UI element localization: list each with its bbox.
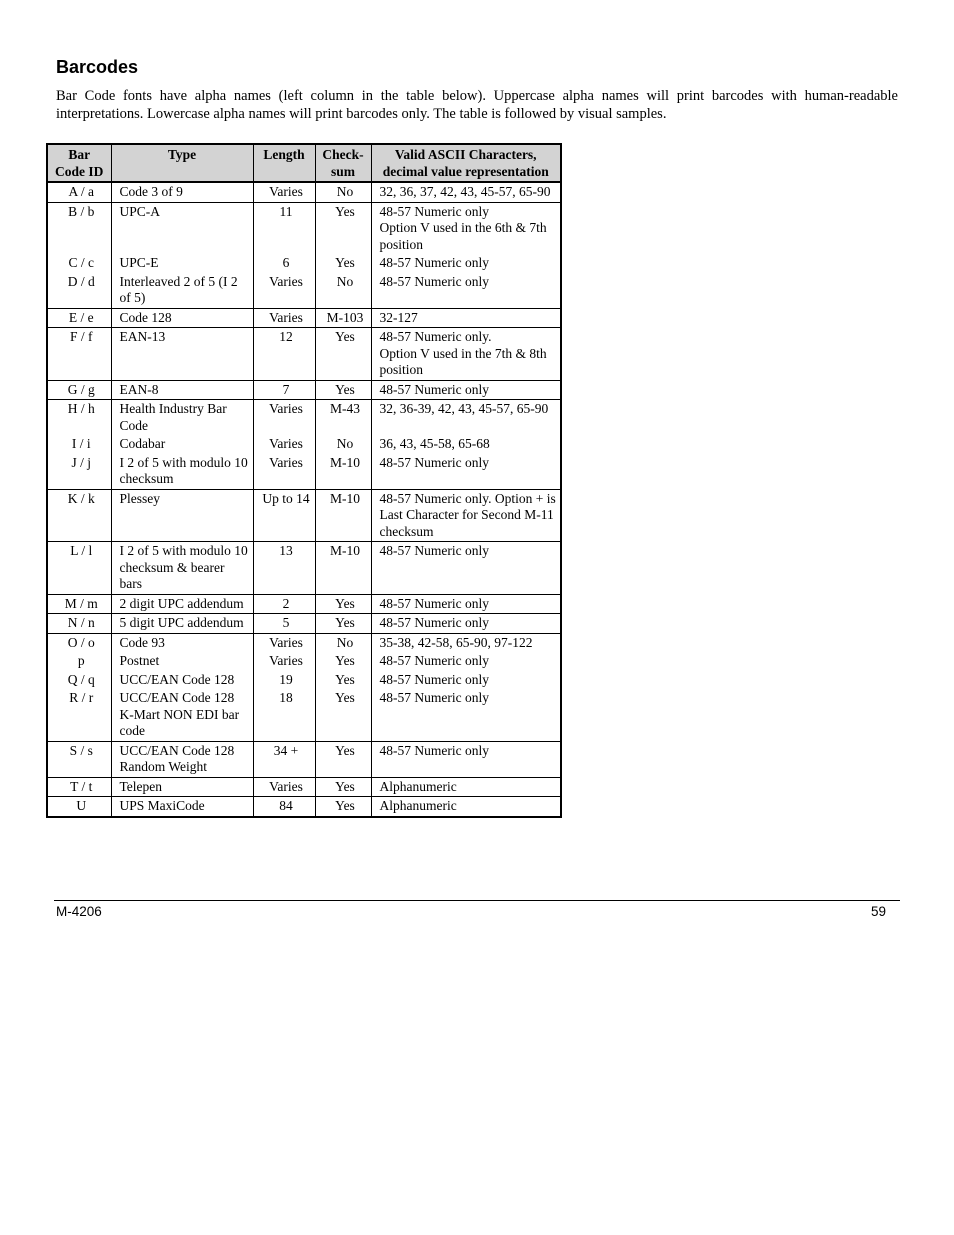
table-row-group <box>47 328 561 381</box>
cell-bar-code-id: Q / q <box>47 671 111 690</box>
cell-valid-chars: 48-57 Numeric only <box>371 652 561 671</box>
cell-type: 5 digit UPC addendum <box>111 614 253 634</box>
cell-checksum: Yes <box>315 652 371 671</box>
table-row-group <box>47 777 561 797</box>
table-row-group <box>47 797 561 817</box>
cell-type: Code 128 <box>111 308 253 328</box>
cell-length: Varies <box>253 633 315 652</box>
cell-valid-chars: 48-57 Numeric only <box>371 689 561 741</box>
cell-length: 18 <box>253 689 315 741</box>
cell-bar-code-id: I / i <box>47 435 111 454</box>
cell-type: I 2 of 5 with modulo 10 checksum & bearer bars <box>111 542 253 595</box>
cell-valid-chars: 48-57 Numeric only <box>371 741 561 777</box>
cell-bar-code-id: A / a <box>47 182 111 202</box>
cell-valid-chars: 48-57 Numeric only <box>371 542 561 595</box>
cell-bar-code-id: M / m <box>47 594 111 614</box>
cell-length: 11 <box>253 202 315 254</box>
cell-checksum: M-10 <box>315 542 371 595</box>
table-row <box>47 273 561 309</box>
cell-length: Varies <box>253 308 315 328</box>
table-header <box>47 144 561 182</box>
table-row <box>47 671 561 690</box>
cell-length: 84 <box>253 797 315 817</box>
cell-valid-chars: 32, 36-39, 42, 43, 45-57, 65-90 <box>371 400 561 436</box>
cell-type: Code 3 of 9 <box>111 182 253 202</box>
cell-type: UCC/EAN Code 128 Random Weight <box>111 741 253 777</box>
cell-bar-code-id: L / l <box>47 542 111 595</box>
cell-type: EAN-13 <box>111 328 253 381</box>
cell-checksum: Yes <box>315 614 371 634</box>
cell-length: Varies <box>253 273 315 309</box>
cell-checksum: Yes <box>315 671 371 690</box>
table-row-group <box>47 594 561 614</box>
table-row-group <box>47 741 561 777</box>
cell-type: UCC/EAN Code 128 <box>111 671 253 690</box>
cell-type: EAN-8 <box>111 380 253 400</box>
cell-length: 13 <box>253 542 315 595</box>
table-row <box>47 328 561 381</box>
cell-bar-code-id: D / d <box>47 273 111 309</box>
section-heading: Barcodes <box>56 57 139 77</box>
header-length: Length <box>253 144 315 182</box>
cell-checksum: Yes <box>315 777 371 797</box>
cell-bar-code-id: C / c <box>47 254 111 273</box>
intro-paragraph: Bar Code fonts have alpha names (left column in the table below). Uppercase alpha names will print barcodes with human-readable interpretations. Lowercase alpha names will print barcodes only. The table is followed by visual samples. <box>56 88 898 122</box>
table-row <box>47 614 561 634</box>
cell-length: 12 <box>253 328 315 381</box>
cell-valid-chars: 48-57 Numeric only <box>371 254 561 273</box>
cell-bar-code-id: R / r <box>47 689 111 741</box>
cell-bar-code-id: B / b <box>47 202 111 254</box>
table-row <box>47 202 561 254</box>
cell-valid-chars: 32-127 <box>371 308 561 328</box>
cell-valid-chars: Alphanumeric <box>371 797 561 817</box>
cell-length: 5 <box>253 614 315 634</box>
header-checksum: Check-sum <box>315 144 371 182</box>
table-row <box>47 400 561 436</box>
cell-type: UCC/EAN Code 128 K-Mart NON EDI bar code <box>111 689 253 741</box>
table-row <box>47 380 561 400</box>
table-row-group <box>47 202 561 308</box>
cell-valid-chars: 48-57 Numeric only. Option V used in the 7th & 8th position <box>371 328 561 381</box>
cell-checksum: Yes <box>315 741 371 777</box>
cell-checksum: No <box>315 273 371 309</box>
cell-checksum: Yes <box>315 689 371 741</box>
header-valid-chars: Valid ASCII Characters, decimal value representation <box>371 144 561 182</box>
cell-bar-code-id: H / h <box>47 400 111 436</box>
cell-bar-code-id: S / s <box>47 741 111 777</box>
cell-checksum: Yes <box>315 594 371 614</box>
cell-bar-code-id: E / e <box>47 308 111 328</box>
cell-valid-chars: 48-57 Numeric only. Option + is Last Character for Second M-11 checksum <box>371 489 561 542</box>
cell-length: Varies <box>253 777 315 797</box>
cell-bar-code-id: T / t <box>47 777 111 797</box>
table-row-group <box>47 308 561 328</box>
cell-checksum: Yes <box>315 202 371 254</box>
table-row-group <box>47 182 561 202</box>
cell-type: Interleaved 2 of 5 (I 2 of 5) <box>111 273 253 309</box>
header-bar-code-id: Bar Code ID <box>47 144 111 182</box>
table-row-group <box>47 380 561 400</box>
cell-type: Telepen <box>111 777 253 797</box>
cell-length: 6 <box>253 254 315 273</box>
table-row <box>47 182 561 202</box>
cell-length: 2 <box>253 594 315 614</box>
cell-length: Varies <box>253 182 315 202</box>
table-row <box>47 542 561 595</box>
cell-checksum: M-43 <box>315 400 371 436</box>
cell-bar-code-id: p <box>47 652 111 671</box>
table-row <box>47 797 561 817</box>
table-row <box>47 254 561 273</box>
footer-rule <box>54 900 900 901</box>
cell-valid-chars: 48-57 Numeric only <box>371 594 561 614</box>
cell-valid-chars: 35-38, 42-58, 65-90, 97-122 <box>371 633 561 652</box>
table-row-group <box>47 633 561 741</box>
cell-type: 2 digit UPC addendum <box>111 594 253 614</box>
cell-valid-chars: 48-57 Numeric only <box>371 614 561 634</box>
table-row <box>47 689 561 741</box>
table-row-group <box>47 542 561 595</box>
cell-type: Postnet <box>111 652 253 671</box>
table-row <box>47 454 561 490</box>
cell-type: Health Industry Bar Code <box>111 400 253 436</box>
table-row <box>47 741 561 777</box>
cell-bar-code-id: K / k <box>47 489 111 542</box>
table-row <box>47 308 561 328</box>
cell-valid-chars: 48-57 Numeric only <box>371 671 561 690</box>
cell-length: Varies <box>253 435 315 454</box>
cell-length: Varies <box>253 652 315 671</box>
table-row <box>47 777 561 797</box>
cell-length: 34 + <box>253 741 315 777</box>
cell-checksum: No <box>315 633 371 652</box>
cell-checksum: No <box>315 435 371 454</box>
cell-type: Codabar <box>111 435 253 454</box>
cell-bar-code-id: F / f <box>47 328 111 381</box>
cell-bar-code-id: N / n <box>47 614 111 634</box>
cell-valid-chars: Alphanumeric <box>371 777 561 797</box>
cell-length: 19 <box>253 671 315 690</box>
header-type: Type <box>111 144 253 182</box>
table-row-group <box>47 614 561 634</box>
table-row <box>47 594 561 614</box>
cell-checksum: Yes <box>315 380 371 400</box>
table-row <box>47 633 561 652</box>
cell-valid-chars: 48-57 Numeric only Option V used in the 6th & 7th position <box>371 202 561 254</box>
table-row <box>47 652 561 671</box>
cell-checksum: Yes <box>315 328 371 381</box>
table-row-group <box>47 400 561 490</box>
cell-bar-code-id: J / j <box>47 454 111 490</box>
table-row <box>47 435 561 454</box>
cell-type: I 2 of 5 with modulo 10 checksum <box>111 454 253 490</box>
cell-type: UPC-E <box>111 254 253 273</box>
cell-checksum: No <box>315 182 371 202</box>
cell-bar-code-id: O / o <box>47 633 111 652</box>
cell-checksum: M-103 <box>315 308 371 328</box>
page-number: 59 <box>870 904 886 919</box>
cell-type: Plessey <box>111 489 253 542</box>
cell-type: Code 93 <box>111 633 253 652</box>
document-number: M-4206 <box>56 904 102 919</box>
cell-type: UPC-A <box>111 202 253 254</box>
cell-length: Varies <box>253 454 315 490</box>
cell-valid-chars: 36, 43, 45-58, 65-68 <box>371 435 561 454</box>
cell-bar-code-id: G / g <box>47 380 111 400</box>
cell-type: UPS MaxiCode <box>111 797 253 817</box>
cell-length: Varies <box>253 400 315 436</box>
cell-valid-chars: 48-57 Numeric only <box>371 454 561 490</box>
cell-length: 7 <box>253 380 315 400</box>
cell-checksum: Yes <box>315 797 371 817</box>
cell-valid-chars: 48-57 Numeric only <box>371 273 561 309</box>
cell-checksum: Yes <box>315 254 371 273</box>
cell-checksum: M-10 <box>315 489 371 542</box>
table-row-group <box>47 489 561 542</box>
barcode-table <box>46 143 562 818</box>
cell-length: Up to 14 <box>253 489 315 542</box>
cell-valid-chars: 32, 36, 37, 42, 43, 45-57, 65-90 <box>371 182 561 202</box>
cell-bar-code-id: U <box>47 797 111 817</box>
cell-checksum: M-10 <box>315 454 371 490</box>
table-row <box>47 489 561 542</box>
cell-valid-chars: 48-57 Numeric only <box>371 380 561 400</box>
